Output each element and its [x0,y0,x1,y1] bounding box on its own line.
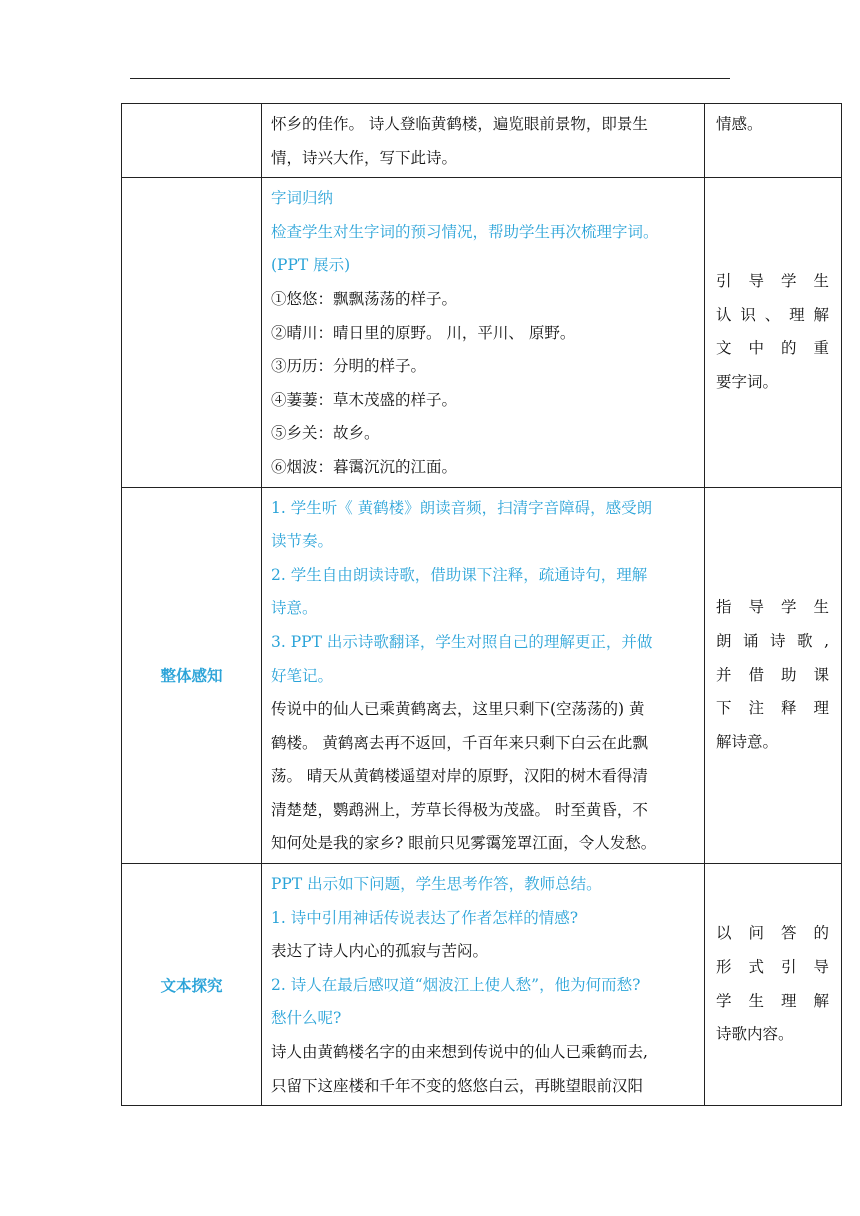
content-line: ②晴川：晴日里的原野。 川，平川、 原野。 [271,323,576,342]
content-line: 1. 学生听《 黄鹤楼》朗读音频，扫清字音障碍，感受朗 [271,498,653,517]
content-line: 传说中的仙人已乘黄鹤离去，这里只剩下(空荡荡的) 黄 [271,700,645,719]
teaching-goal-line: 情感。 [716,115,763,133]
content-line: ③历历：分明的样子。 [271,357,427,376]
content-line: 字词归纳 [271,189,334,208]
content-line: ④萋萋：草木茂盛的样子。 [271,390,458,409]
content-line: 诗意。 [271,599,318,618]
content-line: 读节奏。 [271,532,334,551]
teaching-goal-line: 引导学生 [716,272,829,291]
content-line: 怀乡的佳作。 诗人登临黄鹤楼，遍览眼前景物，即景生 [271,115,648,133]
content-line: 1. 诗中引用神话传说表达了作者怎样的情感? [271,908,579,927]
content-line: 2. 诗人在最后感叹道“烟波江上使人愁”，他为何而愁? [271,975,641,994]
content-line: 检查学生对生字词的预习情况，帮助学生再次梳理字词。 [271,222,659,241]
table-row [122,864,842,1106]
section-label: 整体感知 [122,487,262,864]
teaching-goal-line: 诗歌内容。 [716,1025,794,1044]
content-line: 诗人由黄鹤楼名字的由来想到传说中的仙人已乘鹤而去, [271,1043,648,1062]
teaching-goal-cell [705,487,842,864]
table-row [122,487,842,864]
teaching-goal-line: 形式引导 [716,958,829,977]
content-line: 鹤楼。 黄鹤离去再不返回，千百年来只剩下白云在此飘 [271,733,648,752]
teaching-goal-line: 并借助课 [716,665,829,684]
table-row [122,178,842,487]
content-cell [262,178,705,487]
teaching-goal-cell [705,864,842,1106]
content-line: 3. PPT 出示诗歌翻译，学生对照自己的理解更正，并做 [271,632,653,651]
teaching-goal-line: 以问答的 [716,924,829,943]
content-line: 2. 学生自由朗读诗歌，借助课下注释，疏通诗句，理解 [271,565,648,584]
table-row [122,104,842,178]
section-label [122,104,262,178]
content-line: 只留下这座楼和千年不变的悠悠白云，再眺望眼前汉阳 [271,1076,644,1095]
header-rule [130,78,730,79]
content-line: ⑥烟波：暮霭沉沉的江面。 [271,457,458,476]
teaching-goal-cell [705,178,842,487]
content-line: ⑤乡关：故乡。 [271,424,380,443]
teaching-goal-line: 朗诵诗歌, [716,631,829,650]
section-label [122,178,262,487]
content-line: ①悠悠：飘飘荡荡的样子。 [271,289,458,308]
content-line: 知何处是我的家乡? 眼前只见雾霭笼罩江面，令人发愁。 [271,834,657,853]
content-line: 好笔记。 [271,666,334,685]
teaching-goal-line: 要字词。 [716,372,779,391]
teaching-goal-line: 文中的重 [716,339,829,358]
content-cell [262,487,705,864]
teaching-goal-cell [705,104,842,178]
lesson-plan-table [121,103,842,1106]
content-cell [262,104,705,178]
content-line: (PPT 展示) [271,256,351,275]
content-line: 情，诗兴大作，写下此诗。 [271,148,458,167]
content-cell [262,864,705,1106]
content-line: PPT 出示如下问题，学生思考作答，教师总结。 [271,875,602,894]
teaching-goal-line: 指导学生 [716,598,829,617]
content-line: 愁什么呢? [271,1009,342,1028]
content-line: 清楚楚，鹦鹉洲上，芳草长得极为茂盛。 时至黄昏，不 [271,800,648,819]
teaching-goal-line: 解诗意。 [716,732,779,751]
teaching-goal-line: 学生理解 [716,991,829,1010]
teaching-goal-line: 认识、理解 [716,305,829,324]
section-label: 文本探究 [122,864,262,1106]
content-line: 荡。 晴天从黄鹤楼遥望对岸的原野，汉阳的树木看得清 [271,767,648,786]
teaching-goal-line: 下注释理 [716,699,829,718]
content-line: 表达了诗人内心的孤寂与苦闷。 [271,942,489,961]
